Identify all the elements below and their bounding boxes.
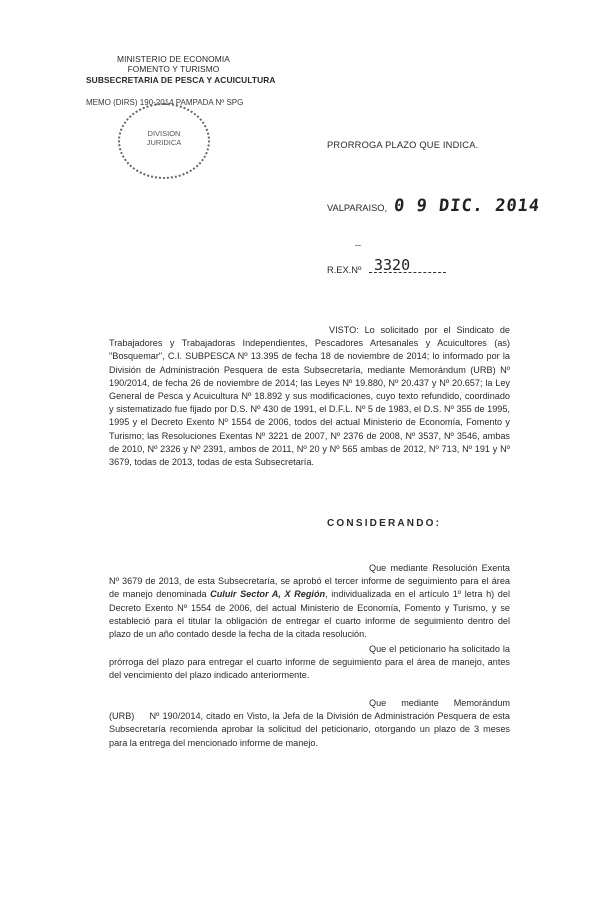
ministry-header (86, 54, 276, 85)
resolution-underline (369, 272, 446, 273)
memo-reference: MEMO (DIRS) 190-2014 PAMPADA Nº SPG (86, 98, 244, 107)
considerando-heading: CONSIDERANDO: (327, 518, 442, 529)
stamp-line-2: JURIDICA (146, 138, 182, 147)
document-subject: PRORROGA PLAZO QUE INDICA. (327, 140, 479, 150)
resolution-number: 3320 (374, 256, 411, 274)
ministry-subtitle: FOMENTO Y TURISMO (127, 64, 220, 75)
stamp-line-1: DIVISION (147, 129, 181, 138)
c1-text-a: Que mediante Resolución Exenta Nº 3679 de 2013, de esta Subsecretaría, se aprobó el tercer informe de seguimiento para el área de manejo denominada (109, 563, 510, 600)
c1-text-b: , individualizada en el artículo 1º letra h) del Decreto Exento Nº 1554 de 2006, del actual Ministerio de Economía, Fomento y Turismo, y se estableció para el titular la obligación de entregar el cuarto informe de seguimiento dentro del plazo de un año contado desde la fecha de la citada resolución. (109, 589, 510, 640)
dash-mark: -- (355, 240, 361, 250)
place-label: VALPARAISO, (327, 203, 388, 213)
subsecretaria-name: SUBSECRETARIA DE PESCA Y ACUICULTURA (86, 74, 276, 85)
considerando-paragraph-3 (109, 697, 510, 750)
considerando-paragraph-2: Que el peticionario ha solicitado la prórroga del plazo para entregar el cuarto informe de seguimiento para el área de manejo, antes del vencimiento del plazo indicado anteriormente. (109, 644, 510, 681)
c3-text-b: 190/2014, citado en Visto, la Jefa de la División de Administración Pesquera de esta Subsecretaría recomienda aprobar la solicitud del peticionario, otorgando un plazo de 3 meses para la entrega del mencionado informe de manejo. (109, 711, 510, 748)
c3-text-a: Que mediante Memorándum (URB) Nº (109, 698, 510, 722)
area-name: Culuir Sector A, X Región (210, 589, 326, 600)
document-date-stamp: 0 9 DIC. 2014 (392, 196, 542, 216)
visto-text: VISTO: Lo solicitado por el Sindicato de Trabajadores y Trabajadoras Independientes, Pescadores Artesanales y Acuicultores (as) "Bosquemar", C.I. SUBPESCA Nº 13.395 de fecha 18 de noviembre de 2014; lo informado por la División de Administración Pesquera de esta Subsecretaría, mediante Memorándum (URB) Nº 190/2014, de fecha 26 de noviembre de 2014; las Leyes Nº 19.880, Nº 20.437 y Nº 20.657; la Ley General de Pesca y Acuicultura Nº 18.892 y sus modificaciones, cuyo texto refundido, coordinado y sistematizado fue fijado por D.S. Nº 430 de 1991, el D.F.L. Nº 5 de 1983, el D.S. Nº 355 de 1995, 1995 y el Decreto Exento Nº 1554 de 2006, todos del actual Ministerio de Economía, Fomento y Turismo; las Resoluciones Exentas Nº 3221 de 2007, Nº 2376 de 2008, Nº 3537, Nº 3546, ambas de 2010, Nº 2326 y Nº 2391, ambos de 2011, Nº 20 y Nº 565 ambas de 2012, Nº 713, Nº 191 y Nº 3679, todas de 2013, todas de esta Subsecretaría. (109, 325, 510, 468)
division-juridica-stamp (118, 103, 210, 179)
resolution-label: R.EX.Nº (327, 265, 362, 275)
ministry-name: MINISTERIO DE ECONOMIA (117, 54, 230, 64)
considerando-paragraph-1 (109, 562, 510, 641)
visto-paragraph (109, 324, 510, 469)
